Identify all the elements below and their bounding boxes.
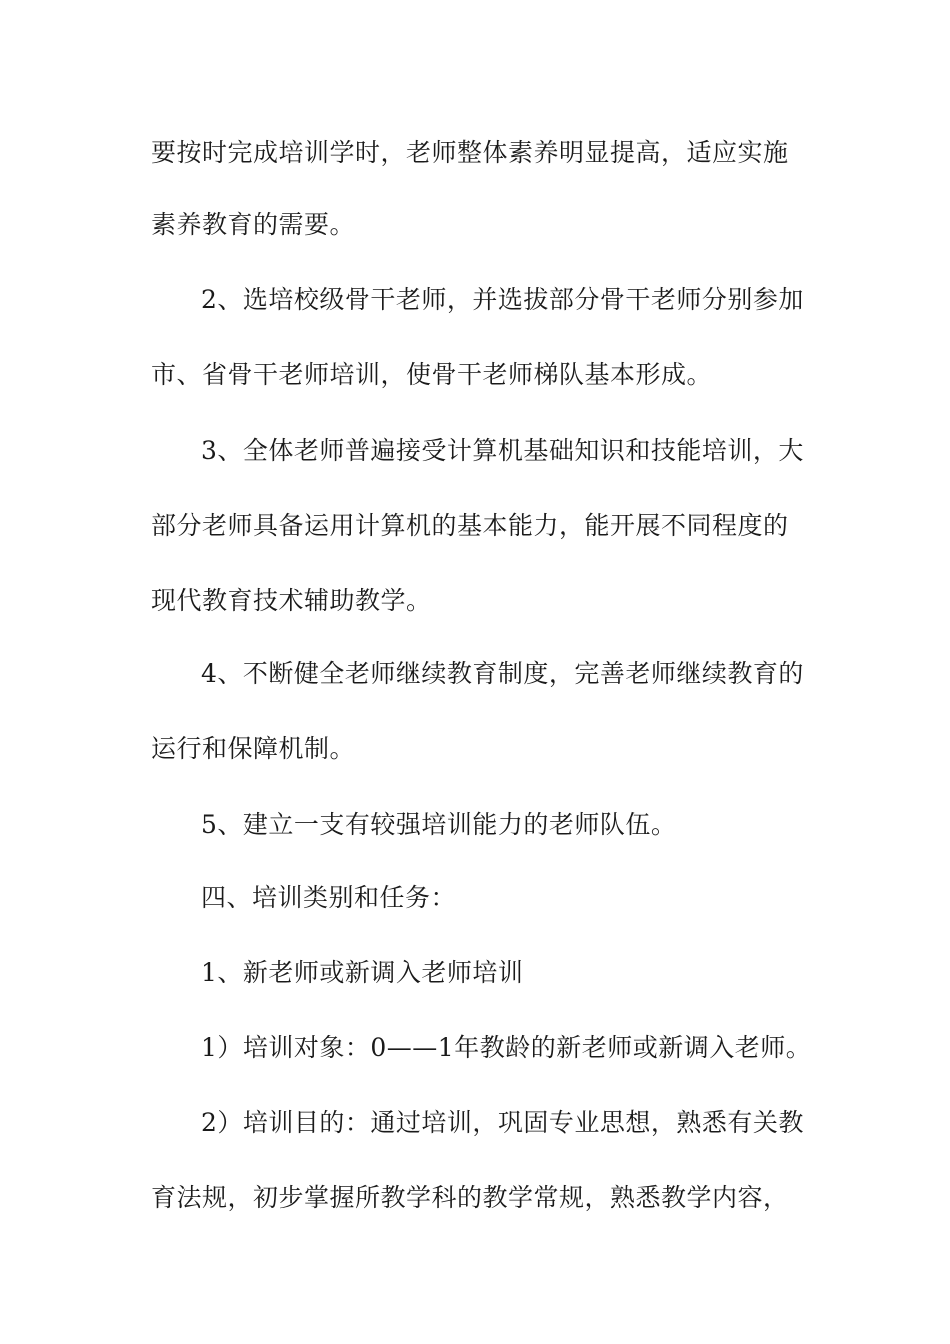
text-line: 要按时完成培训学时，老师整体素养明显提高，适应实施 [151,138,789,167]
text-line: 四、培训类别和任务： [201,883,457,912]
text-line: 1、新老师或新调入老师培训 [201,958,524,987]
text-line: 市、省骨干老师培训，使骨干老师梯队基本形成。 [151,360,713,389]
text-line: 5、建立一支有较强培训能力的老师队伍。 [201,810,677,839]
text-line: 3、全体老师普遍接受计算机基础知识和技能培训，大 [201,436,804,465]
text-line: 现代教育技术辅助教学。 [151,586,432,615]
text-line: 2、选培校级骨干老师，并选拔部分骨干老师分别参加 [201,285,804,314]
text-line: 运行和保障机制。 [151,734,356,763]
text-line: 育法规，初步掌握所教学科的教学常规，熟悉教学内容， [151,1183,789,1212]
text-line: 2）培训目的：通过培训，巩固专业思想，熟悉有关教 [201,1108,804,1137]
text-line: 素养教育的需要。 [151,210,356,239]
text-line: 4、不断健全老师继续教育制度，完善老师继续教育的 [201,659,804,688]
text-line: 部分老师具备运用计算机的基本能力，能开展不同程度的 [151,511,789,540]
text-line: 1）培训对象：0——1年教龄的新老师或新调入老师。 [201,1033,812,1062]
